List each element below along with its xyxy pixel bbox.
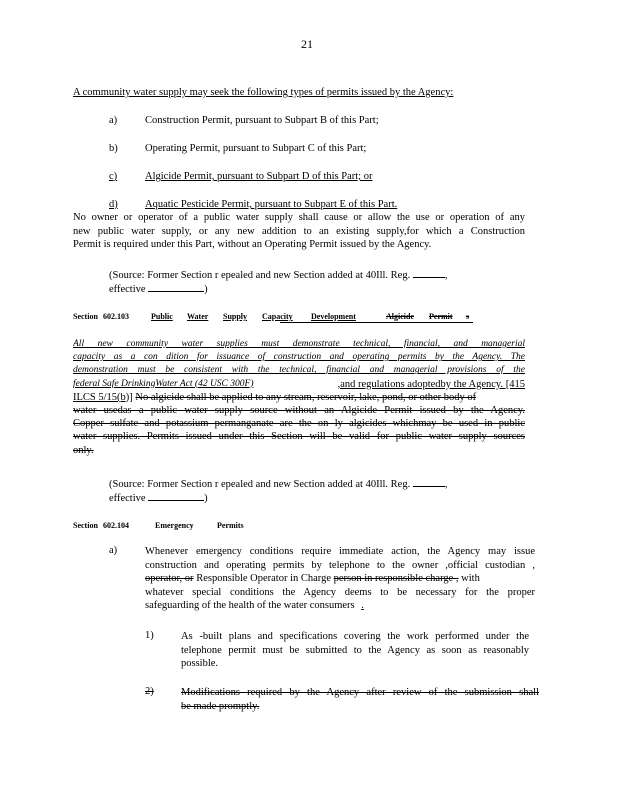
paragraph-line bbox=[145, 572, 535, 586]
section-title-word: Supply bbox=[223, 312, 248, 321]
list-item: Operating Permit, pursuant to Subpart C of this Part; bbox=[145, 143, 367, 154]
paragraph-line: All new community water supplies must demonstrate technical, financial, and managerial bbox=[73, 339, 525, 349]
paragraph-line: possible. bbox=[181, 658, 219, 670]
source-punct: ) bbox=[204, 284, 208, 295]
regulation-text: ,and regulations adoptedby the Agency. [415 bbox=[337, 378, 525, 390]
paragraph-line: Whenever emergency conditions require immediate action, the Agency may issue bbox=[145, 546, 535, 557]
paragraph-line bbox=[145, 599, 535, 613]
section-title-struck: s bbox=[466, 312, 470, 321]
paragraph-punct: . bbox=[361, 600, 364, 612]
list-item: Algicide Permit, pursuant to Subpart D of this Part; or bbox=[145, 171, 373, 182]
blank-line bbox=[148, 282, 204, 292]
section-title-word: Public bbox=[151, 312, 173, 321]
section-number: 602.104 bbox=[103, 521, 129, 530]
source-text: (Source: Former Section r epealed and new Section added at 40Ill. Reg. bbox=[109, 270, 411, 281]
list-marker: a) bbox=[109, 115, 118, 126]
paragraph-line: Copper sulfate and potassium permanganate are the on ly algicides whichmay be used in public bbox=[73, 418, 525, 430]
struck-text: No algicide shall be applied to any stream, reservoir, lake, pond, or other body of bbox=[135, 391, 477, 403]
source-punct: , bbox=[444, 479, 448, 490]
paragraph-line: telephone permit must be submitted to the Agency as soon as reasonably bbox=[181, 644, 529, 656]
paragraph-text: Responsible Operator in Charge bbox=[193, 573, 334, 585]
item-marker: a) bbox=[109, 545, 118, 556]
item-marker: 1) bbox=[145, 630, 154, 641]
paragraph-line: capacity as a con dition for issuance of construction and operating permits by the Agency. The bbox=[73, 352, 525, 363]
paragraph-text: safeguarding of the health of the water consumers bbox=[145, 600, 355, 612]
section-title-word: Development bbox=[311, 312, 356, 321]
blank-line bbox=[148, 491, 204, 501]
section-103-paragraph bbox=[73, 338, 525, 457]
paragraph-line: No owner or operator of a public water supply shall cause or allow the use or operation of any bbox=[73, 212, 525, 223]
section-label: Section bbox=[73, 312, 98, 321]
list-marker: d) bbox=[109, 199, 118, 210]
modifications-paragraph bbox=[181, 686, 539, 713]
paragraph-line: water usedas a public water supply source without an Algicide Permit issued by the Agency. bbox=[73, 405, 525, 417]
section-label: Section bbox=[73, 521, 98, 530]
section-title-struck: Permit bbox=[429, 312, 453, 321]
paragraph-line: demonstration must be consistent with the technical, financial and managerial provisions of the bbox=[73, 365, 525, 376]
paragraph-line: construction and operating permits by telephone to the owner ,official custodian , bbox=[145, 559, 535, 571]
page-number: 21 bbox=[301, 37, 313, 51]
paragraph-line: whatever special conditions the Agency deems to be necessary for the proper bbox=[145, 586, 535, 598]
paragraph-line: As -built plans and specifications covering the work performed under the bbox=[181, 631, 529, 642]
struck-text: operator, or bbox=[145, 573, 194, 585]
section-title-word: Emergency bbox=[155, 521, 194, 530]
source-note-effective bbox=[109, 282, 208, 295]
source-note-effective bbox=[109, 491, 208, 504]
section-title-word: Water bbox=[187, 312, 209, 321]
as-built-paragraph bbox=[181, 630, 529, 671]
source-punct: , bbox=[444, 270, 448, 281]
blank-line bbox=[413, 268, 445, 278]
list-marker: b) bbox=[109, 143, 118, 154]
paragraph-line: Permit is required under this Part, without an Operating Permit issued by the Agency. bbox=[73, 239, 432, 251]
section-title-word: Permits bbox=[217, 521, 244, 530]
emergency-paragraph bbox=[145, 545, 535, 613]
item-marker: 2) bbox=[145, 686, 154, 697]
paragraph-line: only. bbox=[73, 444, 94, 456]
list-marker: c) bbox=[109, 171, 118, 182]
ilcs-citation: ILCS 5/15(b)] bbox=[73, 391, 133, 403]
list-item: Construction Permit, pursuant to Subpart B of this Part; bbox=[145, 115, 379, 126]
source-text: effective bbox=[109, 493, 146, 504]
source-note bbox=[109, 477, 447, 490]
paragraph-line bbox=[73, 391, 525, 404]
intro-text: A community water supply may seek the following types of permits issued by the Agency: bbox=[73, 87, 454, 98]
source-text: (Source: Former Section r epealed and new Section added at 40Ill. Reg. bbox=[109, 479, 411, 490]
heading-rule bbox=[280, 322, 473, 323]
act-citation: federal Safe DrinkingWater Act (42 USC 300F) bbox=[73, 378, 254, 389]
paragraph-text: with bbox=[458, 573, 480, 585]
source-note bbox=[109, 268, 447, 281]
paragraph-line: new public water supply, or any new addition to an existing supply,for which a Construction bbox=[73, 225, 525, 237]
section-number: 602.103 bbox=[103, 312, 129, 321]
no-owner-paragraph bbox=[73, 211, 525, 252]
list-item: Aquatic Pesticide Permit, pursuant to Subpart E of this Part. bbox=[145, 199, 398, 210]
section-title-word: Capacity bbox=[262, 312, 293, 321]
paragraph-line: water supplies. Permits issued under this Section will be valid for public water supply sources bbox=[73, 431, 525, 443]
paragraph-line: be made promptly. bbox=[181, 700, 260, 712]
paragraph-line: Modifications required by the Agency after review of the submission shall bbox=[181, 687, 539, 698]
section-title-struck: Algicide bbox=[386, 312, 414, 321]
source-punct: ) bbox=[204, 493, 208, 504]
source-text: effective bbox=[109, 284, 146, 295]
paragraph-line bbox=[73, 378, 525, 391]
struck-text: person in responsible charge , bbox=[333, 573, 459, 585]
blank-line bbox=[413, 477, 445, 487]
